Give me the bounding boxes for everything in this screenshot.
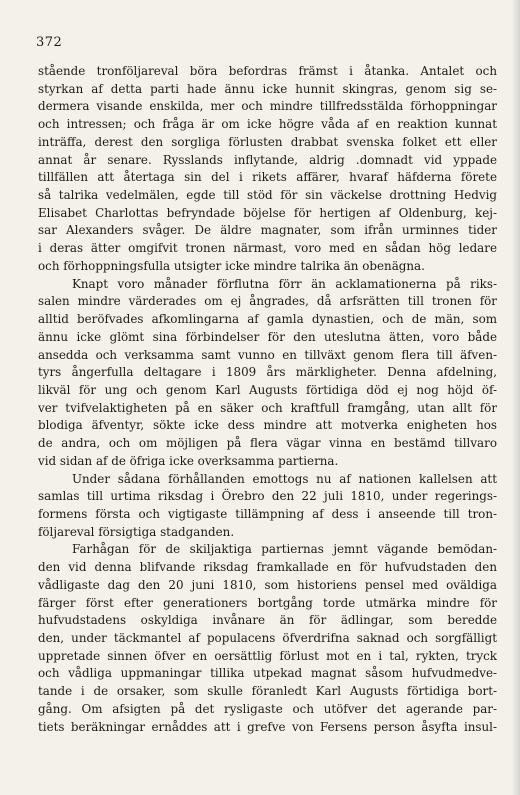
text-line: i deras ätter omgifvit tronen närmast, voro med en sådan hög ledare bbox=[38, 241, 497, 256]
text-line: likväl för ung och genom Karl Augusts förtidiga död ej nog höjd öf- bbox=[38, 382, 497, 397]
text-line: salen mindre värderades om ej ångrades, då arfsrätten till tronen för bbox=[38, 294, 497, 309]
text-line: sar Alexanders svåger. De äldre magnater, som ifrån urminnes tider bbox=[38, 223, 497, 238]
text-line: inträffa, derest den sorgliga förlusten drabbat svenska folket ett eller bbox=[38, 134, 497, 149]
text-line: formens första och vigtigaste tillämpning af dess i anseende till tron- bbox=[38, 506, 497, 521]
text-line: så talrika vedelmälen, egde till stöd för sin väckelse drottning Hedvig bbox=[38, 188, 497, 203]
text-line: tyrs ångerfulla deltagare i 1809 års märkligheter. Denna afdelning, bbox=[38, 365, 497, 380]
text-line: Knapt voro månader förflutna förr än acklamationerna på riks- bbox=[72, 276, 497, 291]
text-line: vådligaste dag den 20 juni 1810, som historiens pensel med oväldiga bbox=[38, 577, 497, 592]
text-line: färger först efter generationers bortgång torde utmärka mindre för bbox=[38, 595, 497, 610]
text-line: stående tronföljareval böra befordras främst i åtanka. Antalet och bbox=[38, 64, 497, 78]
text-line: gång. Om afsigten på det rysligaste och utöfver det agerande par- bbox=[38, 701, 497, 716]
page-edge-shadow bbox=[512, 0, 520, 795]
text-line: de andra, och om möjligen på flera vägar vinna en bestämd tillvaro bbox=[38, 436, 497, 451]
text-line: ver tvifvelaktigheten på en säker och kraftfull framgång, utan allt för bbox=[38, 400, 497, 415]
text-line: och förhoppningsfulla utsigter icke mindre talrika än obenägna. bbox=[38, 258, 425, 273]
text-line: tande i de orsaker, som skulle föranledt Karl Augusts förtidiga bort- bbox=[38, 684, 497, 699]
text-line: och vådliga uppmaningar tillika utpekad magnat såsom hufvudmedve- bbox=[38, 666, 497, 681]
text-line: och intressen; och fråga är om icke högre våda af en reaktion kunnat bbox=[38, 117, 497, 132]
text-line: hufvudstadens oskyldiga invånare än för ädlingar, som beredde bbox=[38, 613, 497, 628]
text-line: annat år senare. Rysslands inflytande, aldrig .domnadt vid yppade bbox=[38, 152, 497, 167]
text-line: den vid denna blifvande riksdag framkallade en för hufvudstaden den bbox=[38, 560, 497, 575]
body-text bbox=[38, 63, 497, 736]
text-line: tiets beräkningar ernåddes att i grefve von Fersens person åsyfta insul- bbox=[38, 719, 497, 734]
text-line: blodiga äfventyr, sökte icke dess mindre att motverka enigheten hos bbox=[38, 418, 497, 433]
text-line: följareval försigtiga stadganden. bbox=[38, 524, 235, 539]
text-line: dermera visande enskilda, mer och mindre tillfredsstälda förhoppningar bbox=[38, 99, 497, 114]
page-number: 372 bbox=[36, 35, 63, 50]
text-line: Farhågan för de skiljaktiga partiernas jemnt vägande bemödan- bbox=[72, 542, 497, 557]
text-line: ännu icke glömt sina förbindelser för den uteslutna ätten, voro både bbox=[38, 329, 497, 344]
text-line: Elisabet Charlottas befryndade böjelse för hertigen af Oldenburg, kej- bbox=[38, 205, 497, 220]
text-line: styrkan af detta parti hade ännu icke hunnit skingras, genom sig se- bbox=[38, 81, 497, 96]
text-line: samlas till urtima riksdag i Örebro den 22 juli 1810, under regerings- bbox=[38, 489, 497, 504]
text-line: den, under täckmantel af populacens öfverdrifna saknad och sorgfälligt bbox=[38, 631, 497, 645]
text-line: vid sidan af de öfriga icke overksamma partierna. bbox=[38, 453, 339, 468]
text-line: tillfällen att återtaga sin del i rikets affärer, hvaraf häfderna förete bbox=[38, 170, 497, 185]
text-line: uppretade sinnen öfver en oersättlig förlust mot en i tal, rykten, tryck bbox=[38, 648, 497, 663]
text-line: alltid beröfvades afkomlingarna af gamla dynastien, och de män, som bbox=[38, 312, 497, 327]
text-line: ansedda och verksamma samt vunno en tillväxt genom flera till äfven- bbox=[38, 347, 497, 362]
text-line: Under sådana förhållanden emottogs nu af nationen kallelsen att bbox=[72, 471, 497, 486]
